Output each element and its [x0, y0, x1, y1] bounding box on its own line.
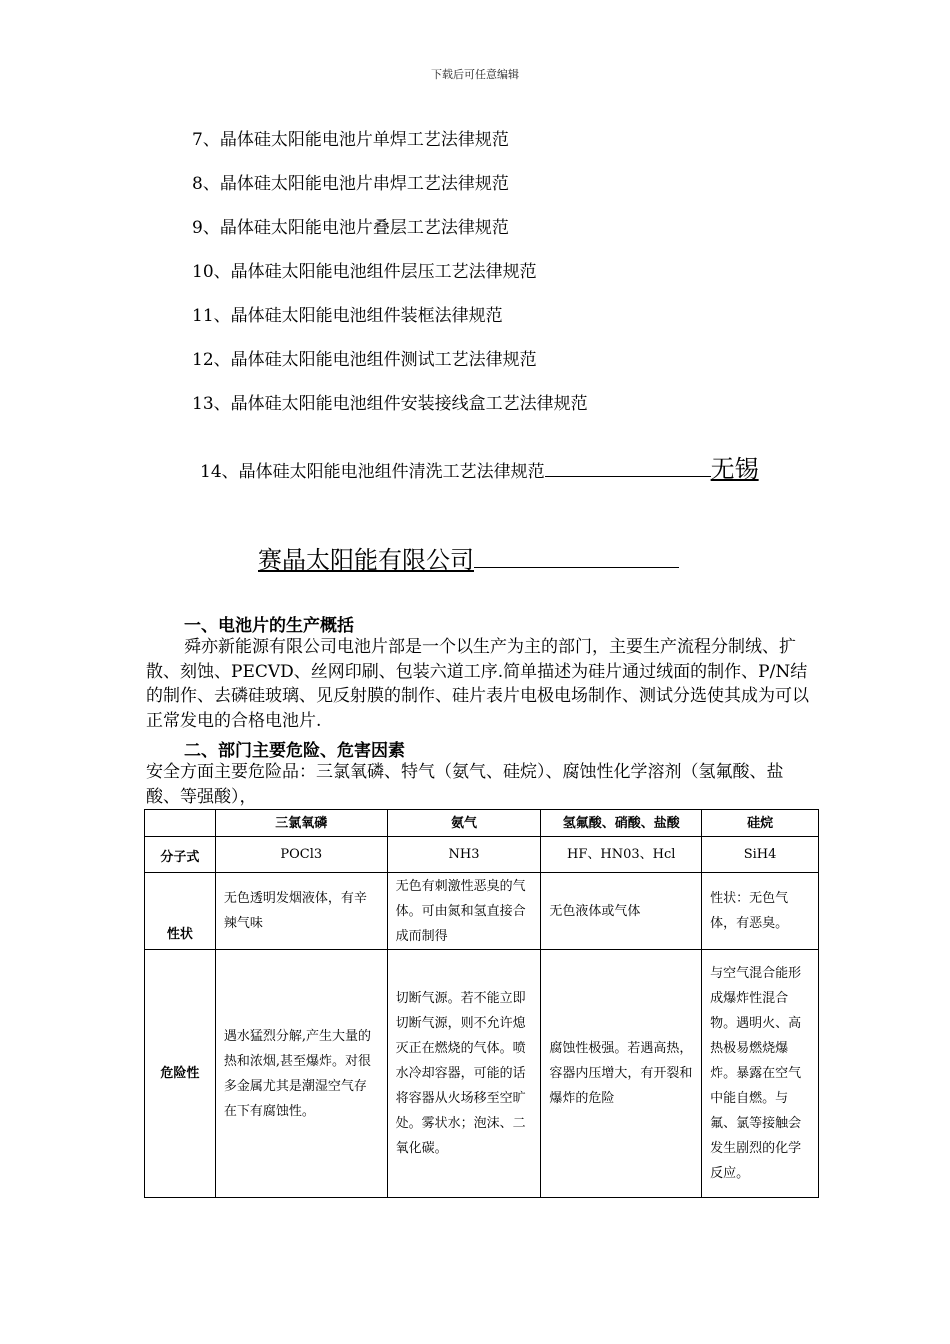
section1-body	[146, 635, 811, 733]
table-cell: 腐蚀性极强。若遇高热，容器内压增大，有开裂和爆炸的危险	[541, 950, 702, 1198]
table-row	[145, 837, 819, 873]
table-cell: 遇水猛烈分解,产生大量的热和浓烟,甚至爆炸。对很多金属尤其是潮湿空气存在下有腐蚀性。	[215, 950, 387, 1198]
table-header-cell: 硅烷	[702, 810, 819, 837]
table-header-cell: 氨气	[387, 810, 541, 837]
toc-item-10: 10、晶体硅太阳能电池组件层压工艺法律规范	[192, 262, 537, 282]
toc-item-14-text: 14、晶体硅太阳能电池组件清洗工艺法律规范	[200, 462, 545, 482]
company-name	[258, 540, 679, 575]
table-cell: POCl3	[215, 837, 387, 873]
toc-item-8: 8、晶体硅太阳能电池片串焊工艺法律规范	[192, 174, 509, 194]
hazard-table	[144, 809, 819, 1198]
table-cell: SiH4	[702, 837, 819, 873]
row-label: 分子式	[145, 837, 216, 873]
toc-item-9: 9、晶体硅太阳能电池片叠层工艺法律规范	[192, 218, 509, 238]
table-cell: 与空气混合能形成爆炸性混合物。遇明火、高热极易燃烧爆炸。暴露在空气中能自燃。与氟、氯等接触会发生剧烈的化学反应。	[702, 950, 819, 1198]
toc-item-14	[200, 449, 759, 484]
company-name-text: 赛晶太阳能有限公司	[258, 546, 474, 574]
table-cell: HF、HN03、Hcl	[541, 837, 702, 873]
toc-item-11: 11、晶体硅太阳能电池组件装框法律规范	[192, 306, 503, 326]
table-cell: 无色透明发烟液体，有辛辣气味	[215, 873, 387, 950]
page-header-note: 下载后可任意编辑	[431, 68, 519, 81]
row-label: 危险性	[145, 950, 216, 1198]
table-row	[145, 873, 819, 950]
table-header-cell	[145, 810, 216, 837]
table-cell: 无色液体或气体	[541, 873, 702, 950]
table-header-cell: 氢氟酸、硝酸、盐酸	[541, 810, 702, 837]
toc-item-14-tail: 无锡	[710, 455, 759, 483]
table-header-row	[145, 810, 819, 837]
row-label: 性状	[145, 873, 216, 950]
table-row	[145, 950, 819, 1198]
table-cell: 切断气源。若不能立即切断气源，则不允许熄灭正在燃烧的气体。喷水冷却容器，可能的话将容器从火场移至空旷处。雾状水；泡沫、二氧化碳。	[387, 950, 541, 1198]
section2-heading: 二、部门主要危险、危害因素	[184, 741, 405, 761]
toc-item-7: 7、晶体硅太阳能电池片单焊工艺法律规范	[192, 130, 509, 150]
toc-item-12: 12、晶体硅太阳能电池组件测试工艺法律规范	[192, 350, 537, 370]
section2-intro: 安全方面主要危险品：三氯氧磷、特气（氨气、硅烷）、腐蚀性化学溶剂（氢氟酸、盐酸、等强酸），	[146, 762, 784, 807]
table-header-cell: 三氯氧磷	[215, 810, 387, 837]
table-cell: 性状：无色气体，有恶臭。	[702, 873, 819, 950]
section1-heading: 一、电池片的生产概括	[184, 616, 354, 636]
company-underline-blank	[474, 543, 679, 568]
table-cell: NH3	[387, 837, 541, 873]
toc-item-13: 13、晶体硅太阳能电池组件安装接线盒工艺法律规范	[192, 394, 588, 414]
underline-blank	[545, 458, 711, 477]
section1-body-text: 舜亦新能源有限公司电池片部是一个以生产为主的部门，主要生产流程分制绒、扩散、刻蚀、PECVD、丝网印刷、包装六道工序.简单描述为硅片通过绒面的制作、P/N结的制作、去磷硅玻璃、见反射膜的制作、硅片表片电极电场制作、测试分选使其成为可以正常发电的合格电池片.	[146, 637, 809, 731]
table-cell: 无色有刺激性恶臭的气体。可由氮和氢直接合成而制得	[387, 873, 541, 950]
